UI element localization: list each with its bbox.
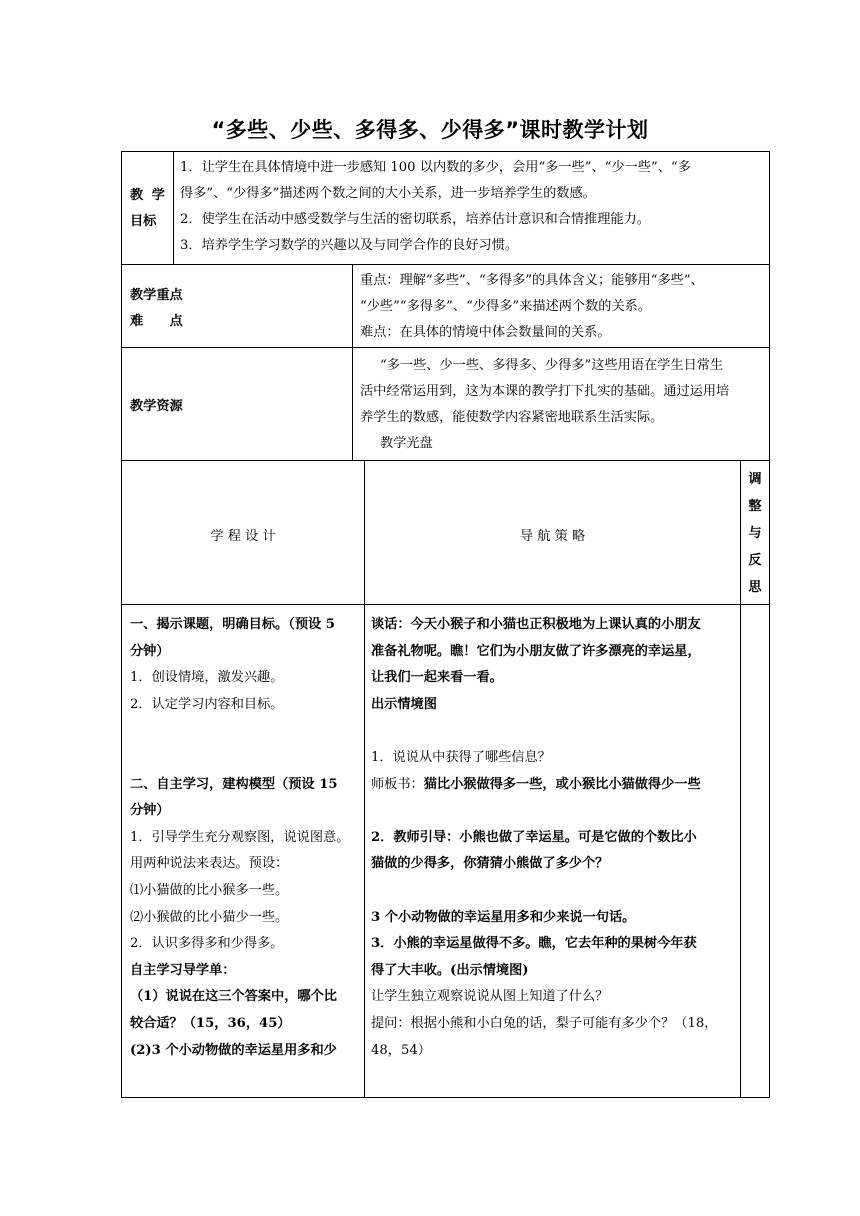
objective-line: 得多”、“少得多”描述两个数之间的大小关系，进一步培养学生的数感。	[180, 186, 596, 201]
reflect-char: 反	[748, 553, 762, 568]
strategy-column	[371, 612, 739, 1064]
strategy-line: 3 个小动物做的幸运星用多和少来说一句话。	[371, 909, 636, 925]
design-line: 1．创设情境，激发兴趣。	[130, 670, 284, 686]
objective-line: 3．培养学生学习数学的兴趣以及与同学合作的良好习惯。	[180, 238, 519, 253]
strategy-line: 出示情境图	[371, 696, 437, 712]
reflect-char: 思	[748, 580, 762, 595]
strategy-line: 48，54）	[371, 1042, 431, 1058]
objectives-label-line1: 教 学	[130, 188, 167, 203]
design-line: 2．认定学习内容和目标。	[130, 696, 284, 712]
strategy-line: 让学生独立观察说说从图上知道了什么？	[371, 989, 609, 1005]
header-strategy: 导 航 策 略	[519, 529, 586, 544]
keypoint-line: 难点：在具体的情境中体会数量间的关系。	[360, 325, 611, 340]
design-line: 1．引导学生充分观察图，说说图意。	[130, 829, 350, 845]
strategy-line: 2．教师引导：小熊也做了幸运星。可是它做的个数比小	[371, 829, 697, 845]
page-title: “多些、少些、多得多、少得多”课时教学计划	[211, 118, 649, 142]
keypoints-label-line2: 难 点	[130, 314, 183, 329]
keypoint-line: “少些”“多得多”、“少得多”来描述两个数的关系。	[360, 299, 652, 314]
strategy-line: 准备礼物呢。瞧！它们为小朋友做了许多漂亮的幸运星，	[371, 643, 701, 659]
objectives-label	[130, 183, 172, 235]
design-line	[130, 718, 362, 745]
board-note-prefix: 师板书：	[371, 776, 424, 792]
resource-line: 活中经常运用到，这为本课的教学打下扎实的基础。通过运用培	[360, 384, 730, 399]
design-line: 分钟）	[130, 803, 170, 819]
design-line: ⑴小猫做的比小猴多一些。	[130, 882, 289, 898]
design-line: 较合适？（15，36，45）	[130, 1015, 291, 1031]
keypoints-content	[360, 268, 768, 346]
objectives-label-line2: 目标	[130, 214, 157, 229]
strategy-line: 3．小熊的幸运星做得不多。瞧，它去年种的果树今年获	[371, 936, 697, 952]
design-line: 分钟）	[130, 643, 170, 659]
keypoints-label-line1: 教学重点	[130, 288, 183, 303]
design-line: ⑵小猴做的比小猫少一些。	[130, 909, 289, 925]
design-line: 2．认识多得多和少得多。	[130, 936, 284, 952]
strategy-line: 让我们一起来看一看。	[371, 670, 503, 686]
reflect-char: 调	[748, 472, 762, 487]
strategy-line	[371, 772, 739, 799]
keypoint-line: 重点：理解“多些”、“多得多”的具体含义；能够用“多些”、	[360, 273, 704, 288]
objective-line: 2．使学生在活动中感受数学与生活的密切联系，培养估计意识和合情推理能力。	[180, 212, 650, 227]
resource-line: 养学生的数感，能使数学内容紧密地联系生活实际。	[360, 410, 664, 425]
board-note-text: 猫比小猴做得多一些，或小猴比小猫做得少一些	[423, 776, 701, 792]
design-line: 一、揭示课题，明确目标。（预设 5	[130, 617, 335, 632]
design-line	[130, 745, 362, 772]
design-line: 二、自主学习，建构模型（预设 15	[130, 776, 338, 792]
resources-label: 教学资源	[130, 399, 183, 414]
strategy-line	[371, 798, 739, 825]
resource-line: “多一些、少一些、多得多、少得多”这些用语在学生日常生	[380, 358, 724, 373]
objective-line: 1．让学生在具体情境中进一步感知 100 以内数的多少，会用“多一些”、“少一些”、“多	[180, 160, 691, 175]
strategy-line: 得了大丰收。(出示情境图)	[371, 962, 529, 978]
strategy-line: 猫做的少得多，你猜猜小熊做了多少个？	[371, 856, 609, 872]
strategy-line: 谈话：今天小猴子和小猫也正积极地为上课认真的小朋友	[371, 617, 701, 632]
design-line: 自主学习导学单：	[130, 962, 236, 978]
strategy-line: 1．说说从中获得了哪些信息？	[371, 749, 551, 765]
resource-line: 教学光盘	[380, 436, 433, 451]
header-design: 学 程 设 计	[210, 529, 276, 544]
keypoints-label	[130, 283, 330, 335]
header-reflect	[741, 466, 769, 601]
design-line: 用两种说法来表达。预设：	[130, 856, 289, 872]
strategy-line	[371, 878, 739, 905]
design-column	[130, 612, 362, 1064]
strategy-line: 提问：根据小熊和小白兔的话，梨子可能有多少个？（18，	[371, 1015, 718, 1031]
reflect-char: 整	[748, 499, 762, 514]
resources-content	[360, 353, 768, 457]
strategy-line	[371, 718, 739, 745]
design-line: （1）说说在这三个答案中，哪个比	[130, 989, 337, 1005]
design-line: (2)3 个小动物做的幸运星用多和少	[130, 1042, 337, 1058]
reflect-char: 与	[748, 526, 762, 541]
objectives-content	[180, 155, 768, 259]
